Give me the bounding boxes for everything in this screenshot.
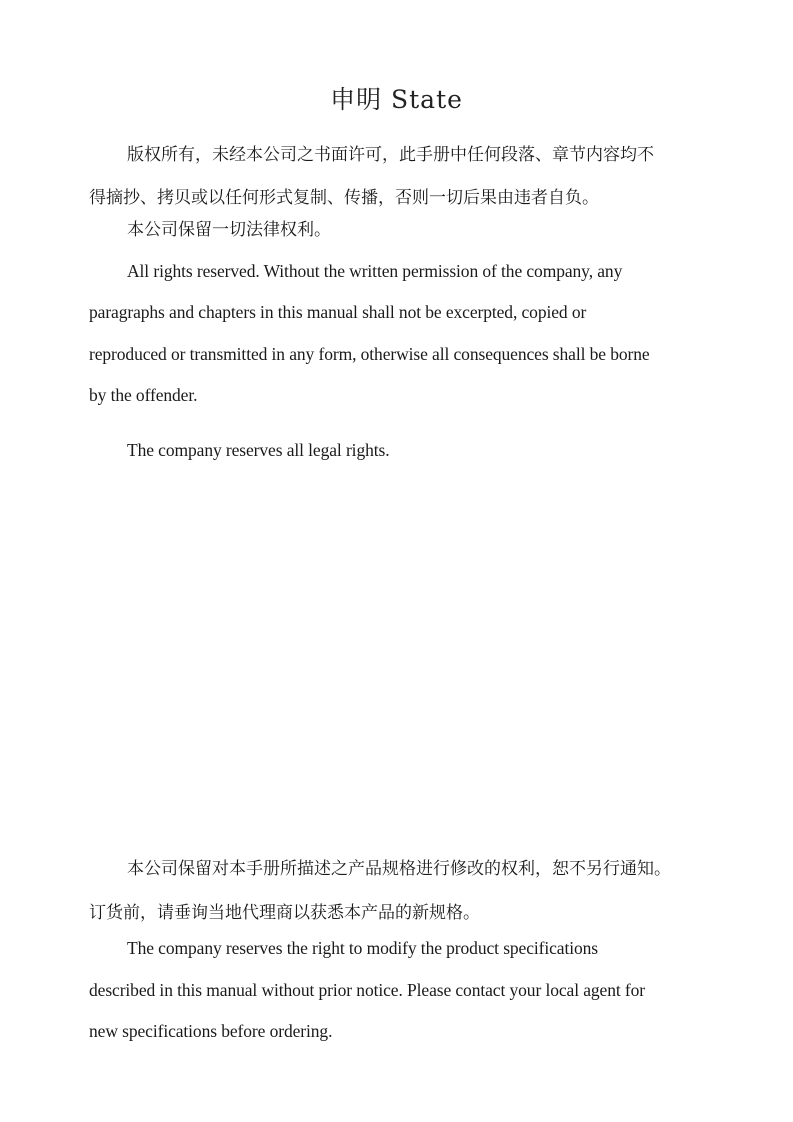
en-statement-line-2: paragraphs and chapters in this manual shall not be excerpted, copied or [89, 302, 587, 322]
page-title: 申明 State [330, 85, 463, 114]
cn-notice-line-1: 本公司保留对本手册所描述之产品规格进行修改的权利，恕不另行通知。 [127, 859, 671, 879]
cn-statement-line-3: 本公司保留一切法律权利。 [127, 220, 331, 240]
cn-statement-line-1: 版权所有，未经本公司之书面许可，此手册中任何段落、章节内容均不 [127, 145, 654, 165]
en-notice-line-3: new specifications before ordering. [89, 1021, 333, 1041]
en-statement-line-1: All rights reserved. Without the written permission of the company, any [127, 261, 623, 281]
en-statement-line-4: by the offender. [89, 385, 198, 405]
cn-statement-line-2: 得摘抄、拷贝或以任何形式复制、传播，否则一切后果由违者自负。 [89, 188, 599, 208]
en-notice-line-1: The company reserves the right to modify the product specifications [127, 938, 599, 958]
cn-notice-line-2: 订货前，请垂询当地代理商以获悉本产品的新规格。 [89, 903, 480, 923]
en-statement-line-3: reproduced or transmitted in any form, otherwise all consequences shall be borne [89, 344, 650, 364]
en-rights-line: The company reserves all legal rights. [127, 440, 390, 460]
en-notice-line-2: described in this manual without prior notice. Please contact your local agent for [89, 980, 646, 1000]
